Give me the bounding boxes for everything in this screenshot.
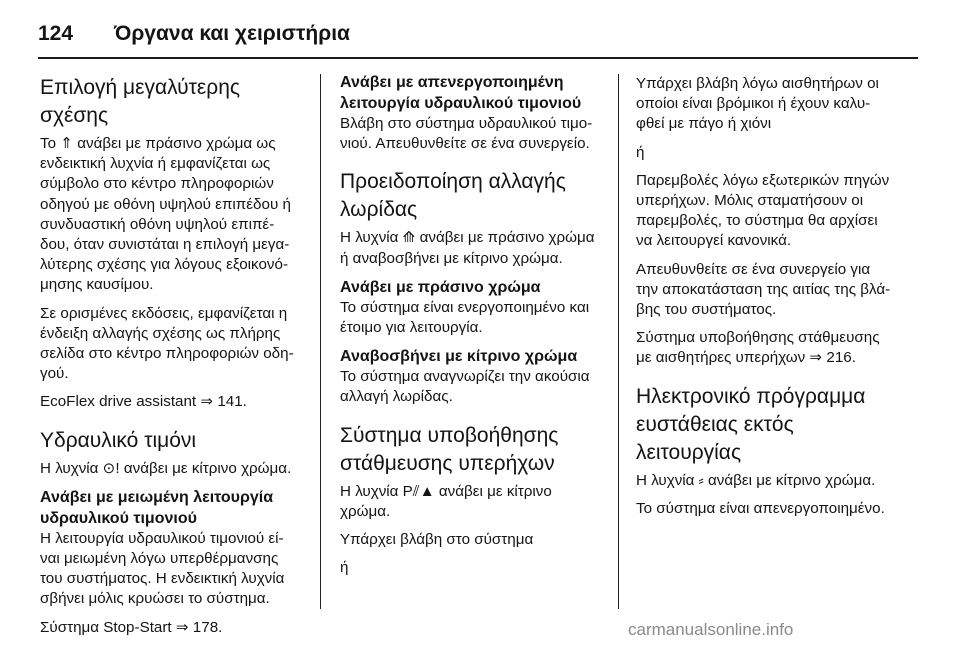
paragraph xyxy=(340,482,610,522)
text-line: ενδεικτική λυχνία ή εμφανίζεται ως xyxy=(40,155,271,173)
text-line: οδηγού με οθόνη υψηλού επιπέδου ή xyxy=(40,195,291,213)
text-line: φθεί με πάγο ή χιόνι xyxy=(636,115,772,133)
header-divider xyxy=(38,57,918,59)
paragraph: ή xyxy=(636,143,645,161)
text-line: Σε ορισμένες εκδόσεις, εμφανίζεται η xyxy=(40,304,288,322)
column-2 xyxy=(340,72,610,586)
text-line: έτοιμο για λειτουργία. xyxy=(340,319,483,337)
section-title-gear-shift xyxy=(40,74,310,130)
text-line: υπερήχων. Μόλις σταματήσουν οι xyxy=(636,192,864,210)
title-line: λειτουργίας xyxy=(636,440,742,464)
title-line: σχέσης xyxy=(40,104,109,127)
paragraph xyxy=(636,74,906,135)
paragraph xyxy=(636,260,906,321)
paragraph xyxy=(636,171,906,252)
title-line: ευστάθειας εκτός xyxy=(636,412,794,436)
title-line: λειτουργία υδραυλικού τιμονιού xyxy=(340,95,582,112)
title-line: στάθμευσης υπερήχων xyxy=(340,451,555,475)
text-line: την αποκατάσταση της αιτίας της βλά- xyxy=(636,280,891,298)
text-line: Το ⇑ ανάβει με πράσινο χρώμα ως xyxy=(40,135,276,152)
text-line: νιού. Απευθυνθείτε σε ένα συνεργείο. xyxy=(340,135,590,153)
text-line: Η λυχνία P⫽▲ ανάβει με κίτρινο xyxy=(340,482,552,500)
column-divider xyxy=(618,74,619,609)
title-line: Ανάβει με απενεργοποιημένη xyxy=(340,74,564,91)
cross-reference: Σύστημα Stop-Start ⇒ 178. xyxy=(40,618,223,636)
text-line: δου, όταν συνιστάται η επιλογή μεγα- xyxy=(40,236,290,254)
text-line: σύμβολο στο κέντρο πληροφοριών xyxy=(40,175,274,193)
title-line: Ηλεκτρονικό πρόγραμμα xyxy=(636,384,866,408)
title-line: Προειδοποίηση αλλαγής xyxy=(340,170,566,194)
subsection-title xyxy=(340,72,610,114)
subsection-title: Αναβοσβήνει με κίτρινο χρώμα xyxy=(340,348,578,366)
section-title-lane-change xyxy=(340,168,610,224)
text-line: σβήνει μόλις κρυώσει το σύστημα. xyxy=(40,590,270,608)
title-line: Επιλογή μεγαλύτερης xyxy=(40,76,241,99)
paragraph xyxy=(340,228,610,268)
text-line: ένδειξη αλλαγής σχέσης ως πλήρης xyxy=(40,324,281,342)
paragraph xyxy=(40,529,310,610)
section-title-power-steering: Υδραυλικό τιμόνι xyxy=(40,428,197,452)
cross-reference: EcoFlex drive assistant ⇒ 141. xyxy=(40,393,247,411)
column-divider xyxy=(320,74,321,609)
text-line: Η λειτουργία υδραυλικού τιμονιού εί- xyxy=(40,529,284,547)
title-line: υδραυλικού τιμονιού xyxy=(40,509,197,527)
paragraph xyxy=(340,298,610,338)
text-line: Παρεμβολές λόγω εξωτερικών πηγών xyxy=(636,171,890,189)
text-line: Το σύστημα είναι ενεργοποιημένο και xyxy=(340,298,590,316)
section-title-esc-off xyxy=(636,383,906,467)
text-line: Η λυχνία ⟰ ανάβει με πράσινο χρώμα xyxy=(340,229,595,247)
paragraph: ή xyxy=(340,559,349,577)
paragraph: Η λυχνία ⸗ ανάβει με κίτρινο χρώμα. xyxy=(636,471,876,489)
text-line: Το σύστημα αναγνωρίζει την ακούσια xyxy=(340,368,590,386)
text-line: Βλάβη στο σύστημα υδραυλικού τιμο- xyxy=(340,115,593,132)
text-line: συνδυαστική οθόνη υψηλού επιπέ- xyxy=(40,215,275,233)
text-line: με αισθητήρες υπερήχων ⇒ 216. xyxy=(636,349,856,367)
paragraph xyxy=(340,367,610,407)
text-line: παρεμβολές, το σύστημα θα αρχίσει xyxy=(636,212,878,230)
cross-reference xyxy=(636,328,906,368)
text-line: Απευθυνθείτε σε ένα συνεργείο για xyxy=(636,260,871,278)
title-line: λωρίδας xyxy=(340,198,418,222)
text-line: μησης καυσίμου. xyxy=(40,276,154,294)
text-line: χρώμα. xyxy=(340,502,391,520)
paragraph: Υπάρχει βλάβη στο σύστημα xyxy=(340,531,534,549)
text-line: ή αναβοσβήνει με κίτρινο χρώμα. xyxy=(340,249,563,267)
text-line: να λειτουργεί κανονικά. xyxy=(636,232,792,250)
text-line: γού. xyxy=(40,365,69,383)
page-number: 124 xyxy=(38,22,74,45)
watermark: carmanualsonline.info xyxy=(628,620,794,639)
paragraph: Το σύστημα είναι απενεργοποιημένο. xyxy=(636,499,885,517)
text-line: του συστήματος. Η ενδεικτική λυχνία xyxy=(40,570,285,588)
section-title-parking-assist xyxy=(340,422,610,478)
text-line: ναι μειωμένη λόγω υπερθέρμανσης xyxy=(40,550,279,568)
column-1 xyxy=(40,74,310,646)
chapter-title: Όργανα και χειριστήρια xyxy=(114,22,350,45)
paragraph xyxy=(40,134,310,296)
title-line: Ανάβει με μειωμένη λειτουργία xyxy=(40,488,274,506)
title-line: Σύστημα υποβοήθησης xyxy=(340,423,559,447)
subsection-title xyxy=(40,487,310,529)
page-header xyxy=(0,0,960,62)
text-line: Σύστημα υποβοήθησης στάθμευσης xyxy=(636,329,880,347)
text-line: αλλαγή λωρίδας. xyxy=(340,388,453,406)
paragraph xyxy=(40,304,310,385)
text-line: βης του συστήματος. xyxy=(636,301,777,319)
subsection-title: Ανάβει με πράσινο χρώμα xyxy=(340,278,541,296)
column-3 xyxy=(636,74,906,527)
text-line: Υπάρχει βλάβη λόγω αισθητήρων οι xyxy=(636,75,879,92)
text-line: οποίοι είναι βρόμικοι ή έχουν καλυ- xyxy=(636,95,871,113)
text-line: λύτερης σχέσης για λόγους εξοικονό- xyxy=(40,256,289,274)
paragraph xyxy=(340,114,610,154)
text-line: σελίδα στο κέντρο πληροφοριών οδη- xyxy=(40,345,294,363)
paragraph: Η λυχνία ⊙! ανάβει με κίτρινο χρώμα. xyxy=(40,459,292,477)
